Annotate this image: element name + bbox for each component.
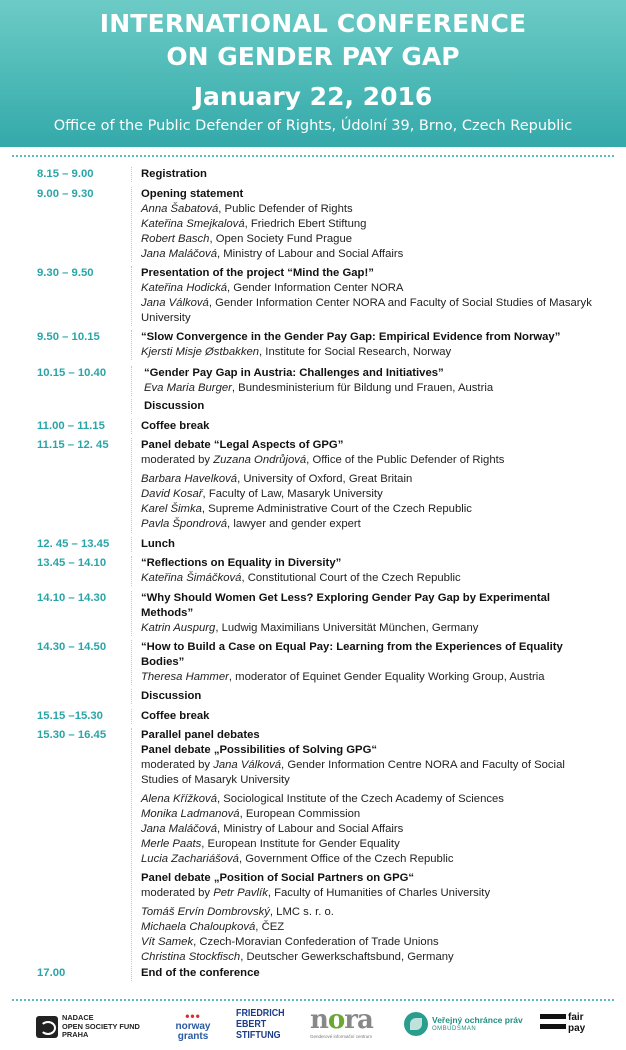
speaker-line (141, 792, 601, 807)
ombudsman-emblem-icon (404, 1012, 428, 1036)
program-content (141, 640, 601, 685)
program-title: Parallel panel debates (141, 729, 260, 741)
speaker-name: Christina Stockfisch (141, 951, 241, 963)
program-item (0, 438, 626, 533)
program-content (141, 167, 601, 182)
speaker-name: Lucia Zachariášová (141, 853, 239, 865)
speaker-role: , Constitutional Court of the Czech Republic (241, 572, 461, 584)
speaker-role: , Deutscher Gewerkschaftsbund, Germany (240, 951, 454, 963)
speaker-name: Vít Samek (141, 936, 194, 948)
speaker-name: Jana Maláčová (141, 823, 217, 835)
program-title: “How to Build a Case on Equal Pay: Learning from the Experiences of Equality Bodies” (141, 641, 563, 668)
speaker-role: , Ludwig Maximilians Universität München, Germany (215, 622, 479, 634)
speaker-name: Kateřina Hodická (141, 282, 228, 294)
program-title: Coffee break (141, 420, 210, 432)
program-title: “Reflections on Equality in Diversity” (141, 557, 342, 569)
timeline-divider (131, 438, 132, 533)
speaker-line (141, 935, 601, 950)
moderator-line (141, 886, 601, 901)
conference-date: January 22, 2016 (193, 82, 433, 111)
moderator-name: Petr Pavlík (213, 887, 268, 899)
program-title: Registration (141, 168, 207, 180)
program-time: 8.15 – 9.00 (37, 168, 94, 180)
program-time: 15.30 – 16.45 (37, 729, 107, 741)
timeline-divider (131, 689, 132, 704)
moderator-role: , Gender Information Centre NORA and Faculty of Social Studies of Masaryk University (141, 759, 565, 786)
speaker-role: , Ministry of Labour and Social Affairs (216, 823, 404, 835)
program-item (0, 640, 626, 685)
speaker-line (141, 232, 601, 247)
speaker-role: , Bundesministerium für Bildung und Frauen, Austria (231, 382, 494, 394)
program-item (0, 591, 626, 636)
speaker-line (141, 202, 601, 217)
program-content (141, 537, 601, 552)
speaker-line (141, 807, 601, 822)
speaker-name: Kjersti Misje Østbakken (141, 346, 260, 358)
speaker-line (141, 487, 601, 502)
speaker-name: Merle Paats (141, 838, 202, 850)
program-content (141, 709, 601, 724)
speaker-line (141, 345, 601, 360)
speaker-name: Kateřina Šimáčková (141, 572, 242, 584)
program-title: Presentation of the project “Mind the Gap!” (141, 267, 374, 279)
program-title: “Slow Convergence in the Gender Pay Gap: Empirical Evidence from Norway” (141, 331, 561, 343)
timeline-divider (131, 330, 132, 360)
sponsor-logos (0, 1004, 626, 1048)
moderator-name: Jana Válková (213, 759, 282, 771)
speaker-role: , Ministry of Labour and Social Affairs (216, 248, 404, 260)
speaker-name: Jana Maláčová (141, 248, 217, 260)
program-title: “Why Should Women Get Less? Exploring Gender Pay Gap by Experimental Methods” (141, 592, 551, 619)
speaker-name: Pavla Špondrová (141, 518, 228, 530)
timeline-divider (131, 167, 132, 182)
program-item (0, 366, 626, 396)
program-title: Opening statement (141, 188, 244, 200)
program-content (141, 266, 601, 326)
speaker-name: Jana Válková (141, 297, 209, 309)
moderator-line (141, 453, 601, 468)
fair-pay-logo: fair pay (540, 1012, 588, 1042)
timeline-divider (131, 399, 132, 414)
program-item (0, 556, 626, 586)
speaker-name: Michaela Chaloupková (141, 921, 256, 933)
speaker-line (141, 281, 601, 296)
speaker-line (141, 217, 601, 232)
program-content (141, 689, 601, 704)
speaker-name: Eva Maria Burger (144, 382, 232, 394)
speaker-role: , Gender Information Center NORA and Faculty of Social Studies of Masaryk University (141, 297, 592, 324)
program-time: 9.50 – 10.15 (37, 331, 100, 343)
timeline-divider (131, 966, 132, 981)
panel-subtitle: Panel debate „Position of Social Partners on GPG“ (141, 872, 415, 884)
conference-venue: Office of the Public Defender of Rights, Údolní 39, Brno, Czech Republic (53, 118, 573, 134)
program-time: 10.15 – 10.40 (37, 367, 107, 379)
speaker-line (141, 837, 601, 852)
speaker-role: , Gender Information Center NORA (227, 282, 404, 294)
fair-pay-bar-icon (540, 1014, 566, 1019)
speaker-line (141, 517, 601, 532)
ombudsman-logo: Veřejný ochránce práv OMBUDSMAN (404, 1012, 524, 1042)
program-item (0, 187, 626, 262)
speaker-role: , ČEZ (255, 921, 285, 933)
program-item (0, 419, 626, 434)
speaker-line (141, 950, 601, 965)
timeline-divider (131, 709, 132, 724)
speaker-line (141, 247, 601, 262)
friedrich-ebert-stiftung-logo: FRIEDRICH EBERT STIFTUNG (236, 1007, 285, 1041)
speaker-role: , moderator of Equinet Gender Equality Working Group, Austria (228, 671, 545, 683)
program-title: “Gender Pay Gap in Austria: Challenges and Initiatives” (144, 367, 444, 379)
speaker-name: Alena Křížková (141, 793, 217, 805)
moderator-name: Zuzana Ondrůjová (213, 454, 307, 466)
program-time: 11.15 – 12. 45 (37, 439, 109, 451)
program-time: 14.30 – 14.50 (37, 641, 107, 653)
speaker-line (141, 502, 601, 517)
program-item (0, 167, 626, 182)
speaker-name: David Kosař (141, 488, 203, 500)
speaker-name: Katrin Auspurg (141, 622, 216, 634)
program-time: 9.30 – 9.50 (37, 267, 94, 279)
program-title: Coffee break (141, 710, 210, 722)
timeline-divider (131, 366, 132, 396)
timeline-divider (131, 537, 132, 552)
program-content (141, 330, 601, 360)
speaker-line (141, 571, 601, 586)
program-content (141, 419, 601, 434)
speaker-role: , Institute for Social Research, Norway (259, 346, 452, 358)
program-item (0, 728, 626, 964)
program-time: 13.45 – 14.10 (37, 557, 107, 569)
program-title: Discussion (141, 690, 202, 702)
program-content (141, 966, 601, 981)
speaker-name: Kateřina Smejkalová (141, 218, 245, 230)
speaker-role: , Friedrich Ebert Stiftung (244, 218, 367, 230)
speaker-line (141, 905, 601, 920)
osf-mark-icon (36, 1016, 58, 1038)
speaker-name: Karel Šimka (141, 503, 202, 515)
open-society-fund-logo: NADACE OPEN SOCIETY FUND PRAHA (36, 1014, 128, 1044)
program-content (141, 366, 601, 396)
timeline-divider (131, 728, 132, 964)
footer-divider (12, 999, 614, 1001)
speaker-role: , Supreme Administrative Court of the Czech Republic (201, 503, 472, 515)
speaker-role: , LMC s. r. o. (269, 906, 334, 918)
program-item (0, 266, 626, 326)
fair-pay-bar-icon (540, 1024, 566, 1029)
speaker-role: , Czech-Moravian Confederation of Trade Unions (193, 936, 439, 948)
program-content (141, 556, 601, 586)
speaker-role: , Public Defender of Rights (218, 203, 353, 215)
conference-title-line2: ON GENDER PAY GAP (166, 42, 460, 71)
panel-subtitle: Panel debate „Possibilities of Solving GPG“ (141, 744, 378, 756)
program-title: End of the conference (141, 967, 260, 979)
speaker-line (141, 670, 601, 685)
program-time: 11.00 – 11.15 (37, 420, 105, 432)
program-content (141, 728, 601, 965)
moderator-role: , Office of the Public Defender of Rights (306, 454, 505, 466)
program-time: 14.10 – 14.30 (37, 592, 107, 604)
moderator-prefix: moderated by (141, 454, 214, 466)
speaker-line (141, 472, 601, 487)
program-time: 12. 45 – 13.45 (37, 538, 110, 550)
program-content (141, 187, 601, 262)
norway-grants-logo: ••• norway grants (168, 1010, 218, 1044)
program-time: 17.00 (37, 967, 66, 979)
program-item (0, 689, 626, 704)
program-time: 9.00 – 9.30 (37, 188, 94, 200)
speaker-line (141, 852, 601, 867)
nora-logo: nora Genderové informační centrum (310, 1005, 373, 1039)
moderator-line (141, 758, 601, 788)
speaker-line (141, 381, 601, 396)
program-item (0, 399, 626, 414)
speaker-role: , Sociological Institute of the Czech Academy of Sciences (216, 793, 504, 805)
norway-grants-mark-icon: ••• (185, 1009, 201, 1023)
speaker-role: , Open Society Fund Prague (209, 233, 353, 245)
timeline-divider (131, 556, 132, 586)
speaker-role: , European Institute for Gender Equality (201, 838, 400, 850)
program-content (141, 399, 601, 414)
timeline-divider (131, 419, 132, 434)
speaker-name: Monika Ladmanová (141, 808, 240, 820)
program-title: Panel debate “Legal Aspects of GPG” (141, 439, 344, 451)
speaker-line (141, 822, 601, 837)
program-item (0, 537, 626, 552)
speaker-name: Tomáš Ervín Dombrovský (141, 906, 270, 918)
speaker-name: Barbara Havelková (141, 473, 238, 485)
program-time: 15.15 –15.30 (37, 710, 103, 722)
speaker-role: , University of Oxford, Great Britain (237, 473, 413, 485)
speaker-name: Robert Basch (141, 233, 210, 245)
speaker-name: Anna Šabatová (141, 203, 219, 215)
program-item (0, 966, 626, 981)
speaker-line (141, 296, 601, 326)
speaker-line (141, 920, 601, 935)
speaker-line (141, 621, 601, 636)
speaker-name: Theresa Hammer (141, 671, 229, 683)
moderator-prefix: moderated by (141, 887, 214, 899)
program-item (0, 709, 626, 724)
program-title: Lunch (141, 538, 175, 550)
conference-title-line1: INTERNATIONAL CONFERENCE (99, 9, 527, 38)
timeline-divider (131, 187, 132, 262)
timeline-divider (131, 266, 132, 326)
timeline-divider (131, 640, 132, 685)
program-title: Discussion (144, 400, 205, 412)
program-item (0, 330, 626, 360)
speaker-role: , Government Office of the Czech Republic (238, 853, 454, 865)
speaker-role: , European Commission (239, 808, 361, 820)
timeline-divider (131, 591, 132, 636)
program-content (141, 438, 601, 532)
program-content (141, 591, 601, 636)
speaker-role: , Faculty of Law, Masaryk University (202, 488, 383, 500)
moderator-prefix: moderated by (141, 759, 214, 771)
moderator-role: , Faculty of Humanities of Charles University (267, 887, 491, 899)
speaker-role: , lawyer and gender expert (227, 518, 361, 530)
